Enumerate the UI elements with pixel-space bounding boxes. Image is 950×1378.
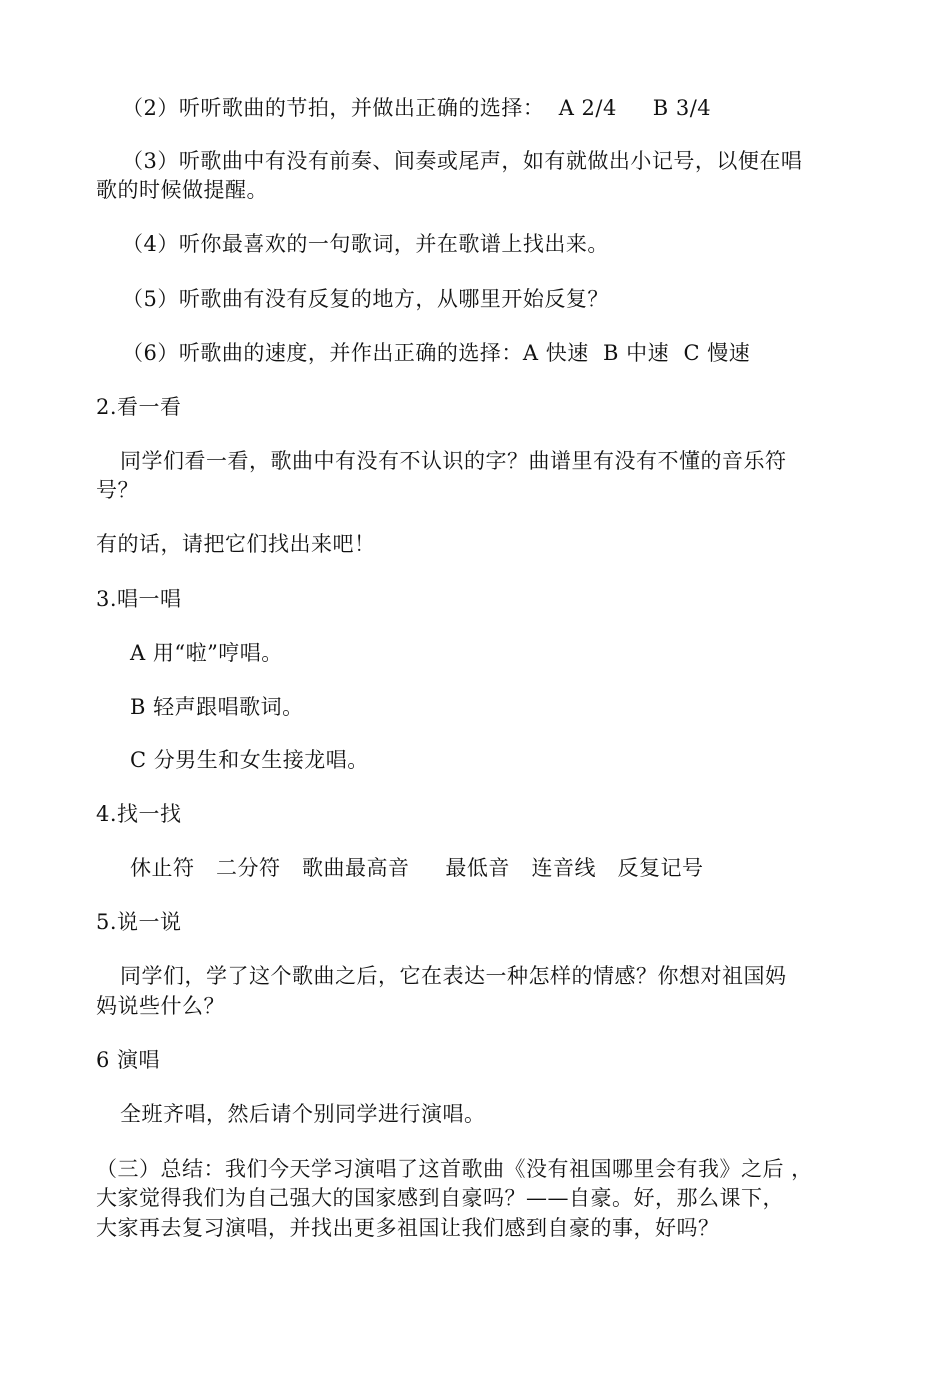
- section-heading-find: 4.找一找: [96, 802, 182, 826]
- sing-option-a: A 用“啦”哼唱。: [130, 641, 283, 665]
- summary-line-3: 大家再去复习演唱，并找出更多祖国让我们感到自豪的事，好吗？: [96, 1216, 720, 1240]
- look-line-3: 有的话，请把它们找出来吧！: [96, 532, 376, 556]
- summary-line-2: 大家觉得我们为自己强大的国家感到自豪吗？——自豪。好，那么课下，: [96, 1186, 784, 1210]
- listen-item-5: （5）听歌曲有没有反复的地方，从哪里开始反复？: [122, 287, 609, 311]
- section-heading-sing: 3.唱一唱: [96, 587, 182, 611]
- look-line-2: 号？: [96, 478, 139, 502]
- say-line-1: 同学们，学了这个歌曲之后，它在表达一种怎样的情感？你想对祖国妈: [120, 964, 787, 988]
- section-heading-look: 2.看一看: [96, 395, 182, 419]
- look-line-1: 同学们看一看，歌曲中有没有不认识的字？曲谱里有没有不懂的音乐符: [120, 449, 787, 473]
- find-items: 休止符 二分符 歌曲最高音 最低音 连音线 反复记号: [130, 856, 704, 880]
- say-line-2: 妈说些什么？: [96, 994, 225, 1018]
- sing-option-b: B 轻声跟唱歌词。: [130, 695, 304, 719]
- listen-item-3-line-1: （3）听歌曲中有没有前奏、间奏或尾声，如有就做出小记号，以便在唱: [122, 149, 803, 173]
- sing-option-c: C 分男生和女生接龙唱。: [130, 748, 369, 772]
- section-heading-perform: 6 演唱: [96, 1048, 161, 1072]
- listen-item-4: （4）听你最喜欢的一句歌词，并在歌谱上找出来。: [122, 232, 609, 256]
- listen-item-6: （6）听歌曲的速度，并作出正确的选择：A 快速 B 中速 C 慢速: [122, 341, 751, 365]
- perform-line-1: 全班齐唱，然后请个别同学进行演唱。: [120, 1102, 486, 1126]
- summary-line-1: （三）总结：我们今天学习演唱了这首歌曲《没有祖国哪里会有我》之后 ，: [96, 1157, 813, 1181]
- listen-item-2: （2）听听歌曲的节拍，并做出正确的选择： A 2/4 B 3/4: [122, 96, 712, 120]
- section-heading-say: 5.说一说: [96, 910, 182, 934]
- listen-item-3-line-2: 歌的时候做提醒。: [96, 178, 268, 202]
